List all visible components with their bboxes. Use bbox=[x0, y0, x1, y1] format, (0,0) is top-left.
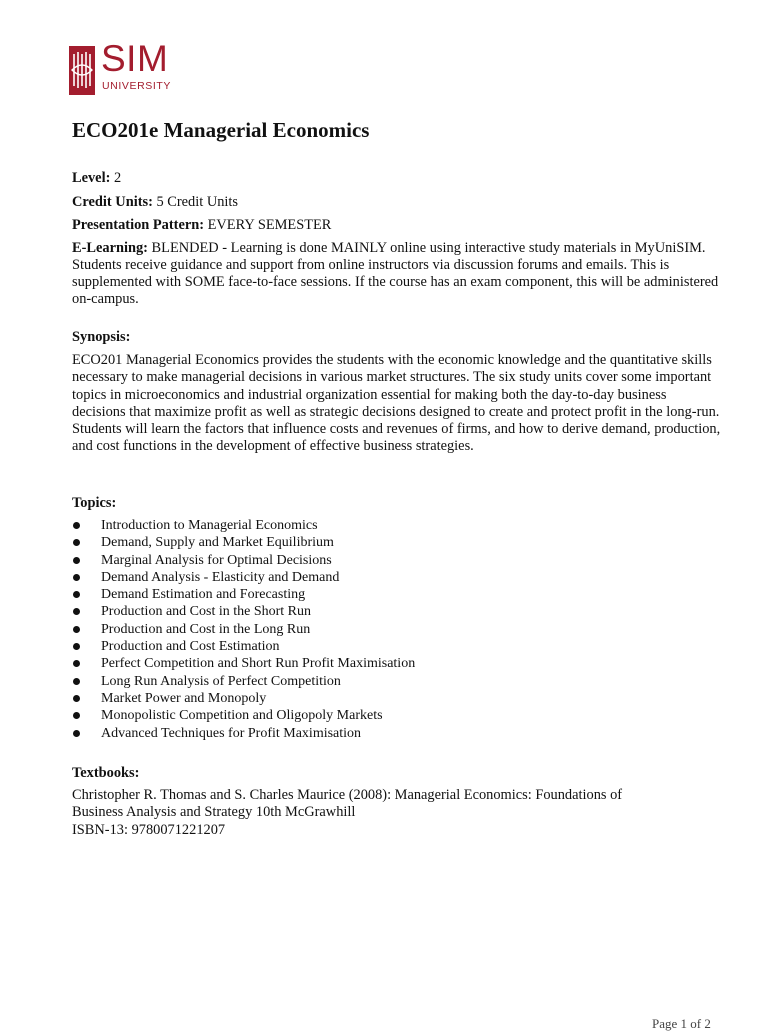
topic-label: Production and Cost in the Long Run bbox=[101, 621, 311, 637]
topics-heading bbox=[72, 495, 722, 512]
list-item bbox=[72, 586, 415, 603]
topic-label: Production and Cost in the Short Run bbox=[101, 604, 311, 620]
textbook-isbn: ISBN-13: 9780071221207 bbox=[72, 821, 226, 838]
synopsis-heading-text: Synopsis: bbox=[72, 329, 131, 345]
topic-label: Marginal Analysis for Optimal Decisions bbox=[101, 552, 332, 568]
bullet-icon bbox=[73, 678, 80, 685]
bullet-icon bbox=[73, 730, 80, 737]
topic-label: Demand Estimation and Forecasting bbox=[101, 587, 306, 603]
bullet-icon bbox=[73, 557, 80, 564]
bullet-icon bbox=[73, 539, 80, 546]
list-item bbox=[72, 707, 415, 724]
e-learning-value: BLENDED - Learning is done MAINLY online using interactive study materials in MyUniSIM. Students receive guidance and support from online instructors via discussion forums and emails. This is supplemented with SOME face-to-face sessions. If the course has an exam component, this will be administered on-campus. bbox=[72, 239, 719, 308]
topic-label: Demand Analysis - Elasticity and Demand bbox=[101, 569, 340, 585]
textbooks-entry bbox=[72, 787, 722, 839]
textbook-citation-line-2: Business Analysis and Strategy 10th McGrawhill bbox=[72, 804, 356, 821]
list-item bbox=[72, 655, 415, 672]
page-number: Page 1 of 2 bbox=[652, 1016, 711, 1031]
textbooks-heading bbox=[72, 765, 722, 782]
synopsis-text: ECO201 Managerial Economics provides the students with the economic knowledge and the quantitative skills necessary to make managerial decisions in various market structures. The six study units cover some important topics in microeconomics and industrial organization essential for making both the day-to-day business decisions that maximize profit as well as strategic decisions designed to create and protect profit in the long-run. Students will learn the factors that influence costs and revenues of firms, and how to derive demand, production, and cost functions in the development of effective business strategies. bbox=[72, 352, 721, 455]
bullet-icon bbox=[73, 522, 80, 529]
logo-wordmark: SIM bbox=[101, 38, 169, 79]
topic-label: Demand, Supply and Market Equilibrium bbox=[101, 535, 334, 551]
synopsis-heading bbox=[72, 329, 722, 346]
list-item bbox=[72, 690, 415, 707]
bullet-icon bbox=[73, 574, 80, 581]
bullet-icon bbox=[73, 608, 80, 615]
list-item bbox=[72, 638, 415, 655]
textbooks-heading-text: Textbooks: bbox=[72, 765, 140, 781]
sim-logo-mark-icon bbox=[69, 46, 95, 95]
bullet-icon bbox=[73, 660, 80, 667]
list-item bbox=[72, 725, 415, 742]
e-learning-label: E-Learning: bbox=[72, 239, 148, 256]
e-learning-row bbox=[72, 240, 722, 309]
sim-university-logo bbox=[69, 38, 179, 96]
credit-units-row bbox=[72, 193, 722, 217]
list-item bbox=[72, 552, 415, 569]
credit-units-label: Credit Units: bbox=[72, 193, 153, 210]
list-item bbox=[72, 621, 415, 638]
topic-label: Advanced Techniques for Profit Maximisation bbox=[101, 725, 362, 741]
level-label: Level: bbox=[72, 170, 111, 186]
bullet-icon bbox=[73, 626, 80, 633]
bullet-icon bbox=[73, 712, 80, 719]
presentation-pattern-row bbox=[72, 216, 722, 240]
list-item bbox=[72, 569, 415, 586]
credit-units-value: 5 Credit Units bbox=[152, 193, 239, 210]
list-item bbox=[72, 517, 415, 534]
list-item bbox=[72, 603, 415, 620]
logo-subtitle: UNIVERSITY bbox=[102, 80, 172, 92]
level-value: 2 bbox=[110, 170, 122, 186]
topics-heading-text: Topics: bbox=[72, 495, 117, 511]
topic-label: Market Power and Monopoly bbox=[101, 690, 267, 706]
course-title: ECO201e Managerial Economics bbox=[72, 118, 370, 142]
topic-label: Production and Cost Estimation bbox=[101, 639, 280, 655]
topic-label: Introduction to Managerial Economics bbox=[101, 518, 318, 533]
topic-label: Perfect Competition and Short Run Profit Maximisation bbox=[101, 656, 416, 672]
bullet-icon bbox=[73, 591, 80, 598]
level-row bbox=[72, 169, 722, 193]
presentation-pattern-label: Presentation Pattern: bbox=[72, 217, 205, 233]
topic-label: Long Run Analysis of Perfect Competition bbox=[101, 673, 341, 689]
topic-label: Monopolistic Competition and Oligopoly Markets bbox=[101, 708, 383, 724]
course-meta bbox=[72, 169, 722, 309]
list-item bbox=[72, 673, 415, 690]
bullet-icon bbox=[73, 695, 80, 702]
topics-list bbox=[72, 517, 415, 742]
bullet-icon bbox=[73, 643, 80, 650]
list-item bbox=[72, 534, 415, 551]
textbook-citation-line-1: Christopher R. Thomas and S. Charles Maurice (2008): Managerial Economics: Foundations of bbox=[72, 787, 623, 803]
presentation-pattern-value: EVERY SEMESTER bbox=[204, 217, 332, 233]
